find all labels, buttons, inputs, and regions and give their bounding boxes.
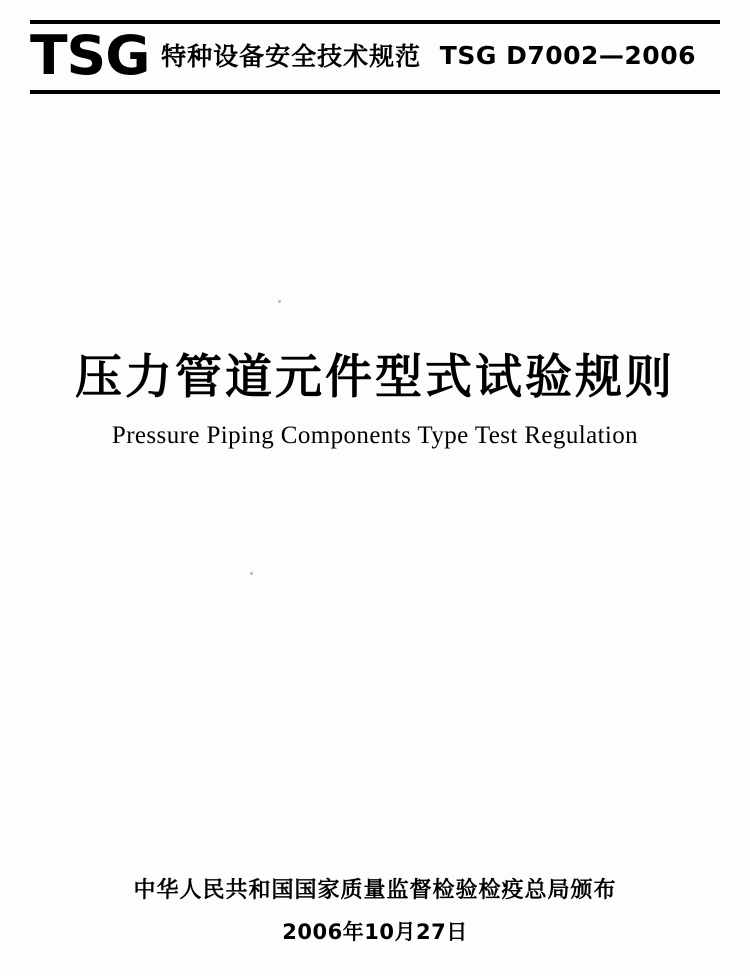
series-name: 特种设备安全技术规范 bbox=[161, 42, 422, 71]
issuing-authority: 中华人民共和国国家质量监督检验检疫总局颁布 bbox=[133, 878, 617, 903]
header-bottom-rule bbox=[30, 90, 720, 94]
document-footer bbox=[0, 873, 750, 946]
page-subtitle-english: Pressure Piping Components Type Test Regulation bbox=[111, 422, 639, 450]
title-block bbox=[0, 350, 750, 450]
scan-speck bbox=[250, 572, 253, 575]
tsg-logo: TSG bbox=[30, 24, 150, 87]
issue-date: 2006年10月27日 bbox=[282, 920, 468, 944]
document-header bbox=[30, 24, 720, 88]
page-title: 压力管道元件型式试验规则 bbox=[75, 350, 675, 405]
scan-speck bbox=[278, 300, 281, 303]
standard-code: TSG D7002—2006 bbox=[439, 40, 696, 70]
